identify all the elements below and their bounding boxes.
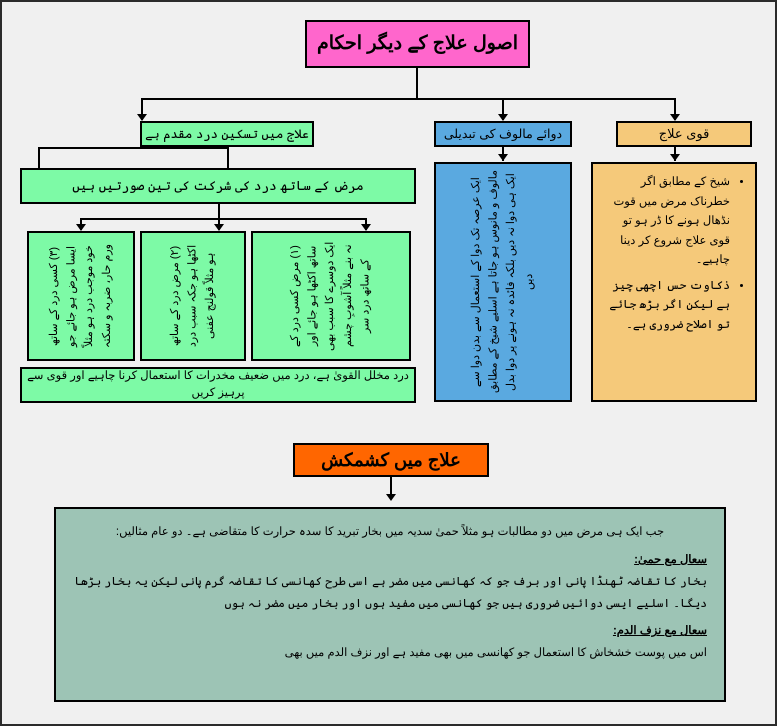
section2-body-1: بخار کا تقاضہ ٹھنڈا پانی اور برف جو کہ کھانسی میں مضر ہے اسی طرح کھانسی کا تقاضہ گرم پانی لیکن یہ بخار بڑھا دیگا۔ اسلیے ایسی دوائیں ضروری ہیں جو کھانسی میں مفید ہوں اور بخار میں مضر نہ ہوں bbox=[74, 575, 707, 610]
branch-right-header bbox=[616, 121, 752, 147]
branch-right-label: قوی علاج bbox=[658, 125, 710, 141]
connector-left-sub-v2 bbox=[227, 147, 229, 169]
left-subtitle-box bbox=[20, 168, 416, 204]
left-column-2 bbox=[140, 231, 246, 361]
arrow-left-branch bbox=[137, 114, 147, 121]
section2-paragraphs bbox=[59, 512, 721, 675]
left-column-3-text: (۳) کسی درد کے ساتھ ایسا مرض ہو جائے جو خود موجب درد ہو مثلاً ورم حار، ضربہ و سکتہ bbox=[47, 244, 113, 348]
arrow-col3 bbox=[361, 224, 371, 231]
left-column-3 bbox=[27, 231, 135, 361]
section2-title-box bbox=[293, 443, 489, 477]
middle-body-text: ایک عرصہ تک دوا کے استعمال سے بدن دوا سے مالوف و مانوس ہو جاتا ہے اسلیے شیخ کے مطابق ایک ہی دوا نہ دیں بلکہ فائدہ نہ ہونے پر دوا بدل دیں bbox=[469, 170, 535, 394]
branch-left-label: علاج میں تسکین درد مقدم ہے bbox=[145, 126, 309, 141]
section2-body-box bbox=[54, 507, 726, 702]
left-footer-text: درد مخلل القویٰ ہے، درد میں ضعیف مخدرات کا استعمال کرنا چاہیے اور قوی سے پرہیز کریں bbox=[27, 370, 409, 399]
arrow-col2 bbox=[214, 224, 224, 231]
section2-title-text: علاج میں کشمکش bbox=[321, 449, 461, 470]
connector-cols-h bbox=[80, 218, 365, 220]
branch-left-header bbox=[140, 121, 314, 147]
main-title-box bbox=[305, 20, 530, 68]
arrow-section2 bbox=[386, 494, 396, 501]
main-title-text: اصول علاج کے دیگر احکام bbox=[316, 33, 519, 55]
left-subtitle-text: مرض کے ساتھ درد کی شرکت کی تین صورتیں ہیں bbox=[72, 177, 364, 193]
right-body-box bbox=[591, 162, 757, 402]
section2-body-2: اس میں پوست خشخاش کا استعمال جو کھانسی میں بھی مفید ہے اور نزف الدم میں بھی bbox=[284, 647, 707, 660]
arrow-mid-body bbox=[498, 154, 508, 161]
arrow-right-body bbox=[670, 154, 680, 161]
left-column-1 bbox=[251, 231, 411, 361]
right-bullet-item-1: • شیخ کے مطابق اگر خطرناک مرض میں قوت نڈھال ہونے کا ڈر ہو تو قوی علاج شروع کر دینا چاہیے۔ bbox=[602, 173, 730, 271]
right-bullet-list bbox=[596, 167, 752, 347]
left-footer-box bbox=[20, 367, 416, 403]
connector-title-vertical bbox=[416, 68, 418, 98]
left-column-1-text: (۱) مرض کسی درد کے ساتھ اکٹھا ہو جائے اور ایک دوسرے کا سبب بھی نہ بنے مثلاً آشوبِ چشم کے ساتھ درد سر bbox=[289, 241, 372, 351]
left-column-2-text: (۲) مرض درد کے ساتھ اکٹھا ہو جکہ سبب درد ہو مثلاً قولنج عفنی bbox=[168, 244, 216, 348]
connector-left-sub bbox=[38, 147, 40, 169]
arrow-right-branch bbox=[670, 114, 680, 121]
right-bullet-item-2: • ذکاوت حس اچھی چیز ہے لیکن اگر بڑھ جائے تو اصلاح ضروری ہے۔ bbox=[602, 277, 730, 336]
connector-top-horizontal bbox=[141, 98, 676, 100]
branch-middle-header bbox=[434, 121, 572, 147]
arrow-col1 bbox=[76, 224, 86, 231]
section2-heading-1: سعال مع حمیٰ: bbox=[634, 553, 707, 566]
section2-intro: جب ایک ہی مرض میں دو مطالبات ہو مثلاً حمیٰ سدیہ میں بخار تبرید کا سدہ حرارت کا متقاضی ہے۔ دو عام مثالیں: bbox=[115, 526, 665, 538]
connector-left-sub-h bbox=[38, 147, 227, 149]
connector-cols-stem bbox=[218, 204, 220, 218]
middle-body-box bbox=[434, 162, 572, 402]
branch-middle-label: دوائے مالوف کی تبدیلی bbox=[443, 126, 563, 141]
section2-heading-2: سعال مع نزف الدم: bbox=[612, 625, 707, 638]
arrow-mid-branch bbox=[498, 114, 508, 121]
